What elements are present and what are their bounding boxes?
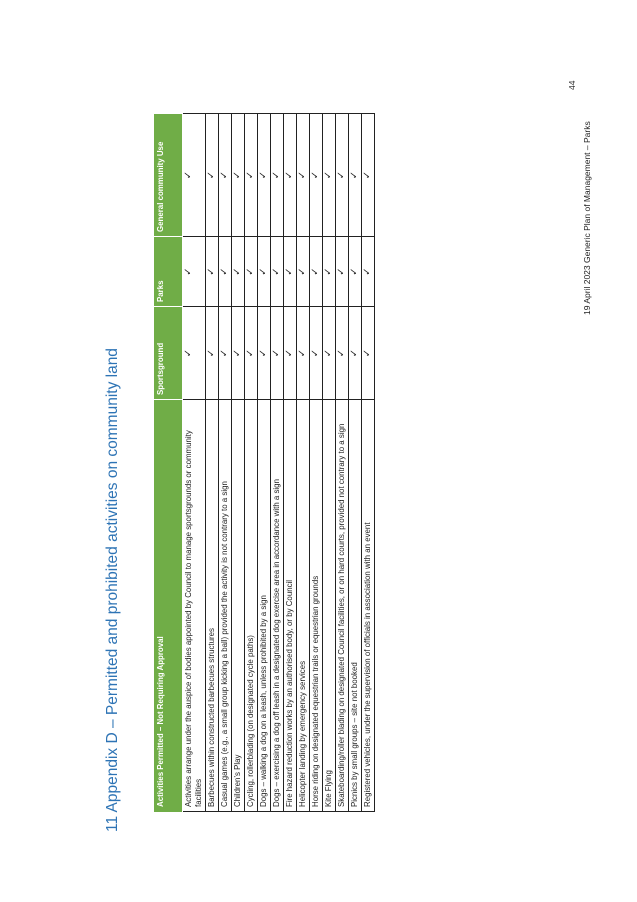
tick-sportsground: ✓ [297, 307, 310, 400]
table-row [323, 114, 336, 812]
tick-parks: ✓ [297, 237, 310, 307]
activity-cell: Children’s Play [232, 400, 245, 812]
table-row [245, 114, 258, 812]
tick-sportsground: ✓ [258, 307, 271, 400]
table-row [271, 114, 284, 812]
tick-sportsground: ✓ [310, 307, 323, 400]
tick-sportsground: ✓ [219, 307, 232, 400]
activity-cell: Skateboarding/roller blading on designated Council facilities, or on hard courts, provided not contrary to a sign [336, 400, 349, 812]
tick-parks: ✓ [349, 237, 362, 307]
tick-general: ✓ [232, 114, 245, 237]
activity-cell: Cycling, rollerblading (on designated cycle paths) [245, 400, 258, 812]
activity-cell: Barbecues within constructed barbecues structures [206, 400, 219, 812]
tick-parks: ✓ [232, 237, 245, 307]
tick-sportsground: ✓ [284, 307, 297, 400]
tick-general: ✓ [297, 114, 310, 237]
tick-sportsground: ✓ [245, 307, 258, 400]
tick-general: ✓ [245, 114, 258, 237]
header-parks: Parks [154, 237, 183, 307]
tick-general: ✓ [284, 114, 297, 237]
section-heading: 11 Appendix D – Permitted and prohibited activities on community land [104, 348, 121, 832]
activity-cell: Horse riding on designated equestrian trails or equestrian grounds [310, 400, 323, 812]
tick-parks: ✓ [258, 237, 271, 307]
table-row [219, 114, 232, 812]
activities-table [153, 113, 375, 812]
header-activities: Activities Permitted – Not Requiring Approval [154, 400, 183, 812]
tick-general: ✓ [362, 114, 375, 237]
header-sportsground: Sportsground [154, 307, 183, 400]
table-row [232, 114, 245, 812]
tick-sportsground: ✓ [232, 307, 245, 400]
table-header-row [154, 114, 183, 812]
table-row [258, 114, 271, 812]
tick-sportsground: ✓ [336, 307, 349, 400]
tick-general: ✓ [323, 114, 336, 237]
tick-sportsground: ✓ [183, 307, 206, 400]
tick-parks: ✓ [310, 237, 323, 307]
tick-parks: ✓ [336, 237, 349, 307]
activity-cell: Casual games (e.g., a small group kicking a ball) provided the activity is not contrary to a sign [219, 400, 232, 812]
tick-parks: ✓ [219, 237, 232, 307]
tick-parks: ✓ [271, 237, 284, 307]
tick-parks: ✓ [362, 237, 375, 307]
table-row [362, 114, 375, 812]
tick-general: ✓ [349, 114, 362, 237]
activity-cell: Dogs – exercising a dog off leash in a designated dog exercise area in accordance with a sign [271, 400, 284, 812]
activity-cell: Kite Flying [323, 400, 336, 812]
activity-cell: Dogs – walking a dog on a leash, unless prohibited by a sign [258, 400, 271, 812]
tick-sportsground: ✓ [271, 307, 284, 400]
table-row [284, 114, 297, 812]
tick-parks: ✓ [206, 237, 219, 307]
tick-general: ✓ [336, 114, 349, 237]
tick-sportsground: ✓ [323, 307, 336, 400]
activity-cell: Helicopter landing by emergency services [297, 400, 310, 812]
tick-general: ✓ [258, 114, 271, 237]
table-row [183, 114, 206, 812]
activity-cell: Picnics by small groups – site not booked [349, 400, 362, 812]
tick-sportsground: ✓ [349, 307, 362, 400]
table-row [310, 114, 323, 812]
header-general-community-use: General community Use [154, 114, 183, 237]
tick-parks: ✓ [323, 237, 336, 307]
table-row [206, 114, 219, 812]
tick-general: ✓ [183, 114, 206, 237]
tick-general: ✓ [271, 114, 284, 237]
tick-parks: ✓ [284, 237, 297, 307]
tick-parks: ✓ [183, 237, 206, 307]
activity-cell: Fire hazard reduction works by an authorised body, or by Council [284, 400, 297, 812]
page-number: 44 [567, 80, 577, 90]
activity-cell: Activities arrange under the auspice of bodies appointed by Council to manage sportsgrounds or community facilities [183, 400, 206, 812]
tick-sportsground: ✓ [362, 307, 375, 400]
tick-general: ✓ [310, 114, 323, 237]
table-row [297, 114, 310, 812]
table-row [336, 114, 349, 812]
tick-parks: ✓ [245, 237, 258, 307]
table-row [349, 114, 362, 812]
activity-cell: Registered vehicles, under the supervision of officials in association with an event [362, 400, 375, 812]
tick-general: ✓ [206, 114, 219, 237]
footer-text: 19 April 2023 Generic Plan of Management – Parks [582, 121, 592, 315]
tick-sportsground: ✓ [206, 307, 219, 400]
tick-general: ✓ [219, 114, 232, 237]
